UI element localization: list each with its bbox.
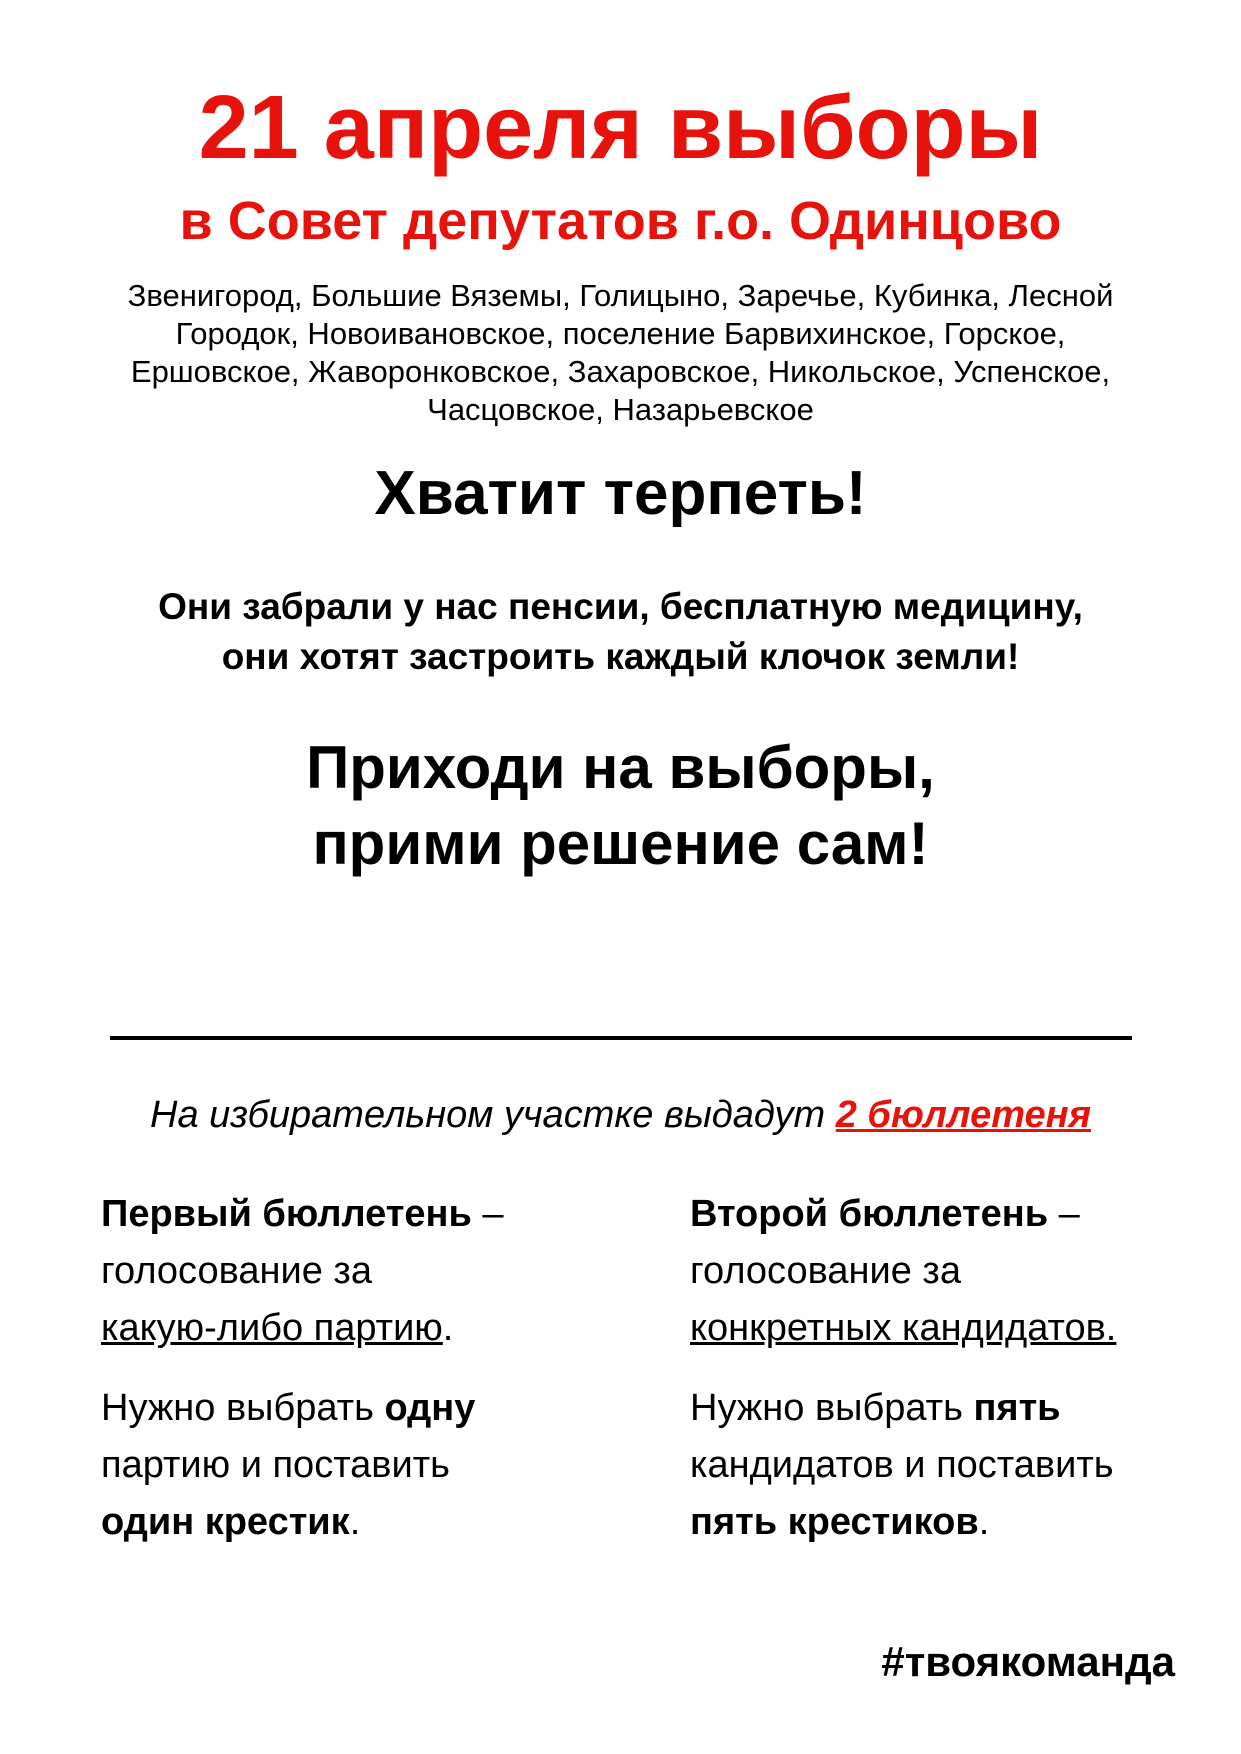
places-list — [80, 277, 1161, 429]
second-ballot-line: голосование за — [690, 1250, 961, 1292]
divider-line — [110, 1036, 1132, 1040]
call-to-action — [0, 730, 1241, 882]
ballot-note — [0, 1090, 1241, 1140]
ballot-count: 2 бюллетеня — [835, 1094, 1091, 1136]
second-ballot-count: пять — [973, 1387, 1061, 1429]
hashtag: #твоякоманда — [881, 1638, 1175, 1685]
second-ballot-end: . — [978, 1501, 990, 1543]
first-ballot-end: . — [349, 1501, 361, 1543]
grievance-line: Они забрали у нас пенсии, бесплатную медицину, — [158, 586, 1083, 627]
grievance-text — [0, 582, 1241, 682]
second-ballot-column — [690, 1186, 1160, 1551]
page-title: 21 апреля выборы — [198, 78, 1043, 178]
first-ballot-marks: один крестик — [101, 1501, 350, 1543]
second-ballot-heading: Второй бюллетень — [690, 1193, 1049, 1235]
first-ballot-heading: Первый бюллетень — [101, 1193, 472, 1235]
first-ballot-dash: – — [471, 1193, 504, 1235]
places-line: Городок, Новоивановское, поселение Барвихинское, Горское, — [175, 316, 1066, 351]
places-line: Ершовское, Жаворонковское, Захаровское, Никольское, Успенское, — [130, 354, 1111, 389]
page-subtitle: в Совет депутатов г.о. Одинцово — [179, 191, 1062, 251]
first-ballot-instruction: Нужно выбрать — [101, 1387, 385, 1429]
grievance-line: они хотят застроить каждый клочок земли! — [221, 636, 1020, 677]
first-ballot-line: голосование за — [101, 1250, 372, 1292]
second-ballot-instruction: Нужно выбрать — [690, 1387, 974, 1429]
second-ballot-instruction-line: кандидатов и поставить — [690, 1444, 1114, 1486]
second-ballot-dash: – — [1048, 1193, 1080, 1235]
first-ballot-count: одну — [384, 1387, 476, 1429]
call-line: прими решение сам! — [312, 810, 929, 877]
first-ballot-target: какую-либо партию — [101, 1307, 443, 1349]
ballot-note-text: На избирательном участке выдадут — [150, 1094, 836, 1136]
first-ballot-period: . — [442, 1307, 454, 1349]
first-ballot-instruction-line: партию и поставить — [101, 1444, 450, 1486]
call-line: Приходи на выборы, — [306, 734, 935, 801]
slogan-heading: Хватит терпеть! — [374, 459, 867, 528]
places-line: Звенигород, Большие Вяземы, Голицыно, Заречье, Кубинка, Лесной — [127, 278, 1114, 313]
places-line: Часцовское, Назарьевское — [427, 392, 814, 427]
first-ballot-column — [101, 1186, 571, 1551]
second-ballot-target: конкретных кандидатов. — [690, 1307, 1117, 1349]
second-ballot-marks: пять крестиков — [690, 1501, 979, 1543]
